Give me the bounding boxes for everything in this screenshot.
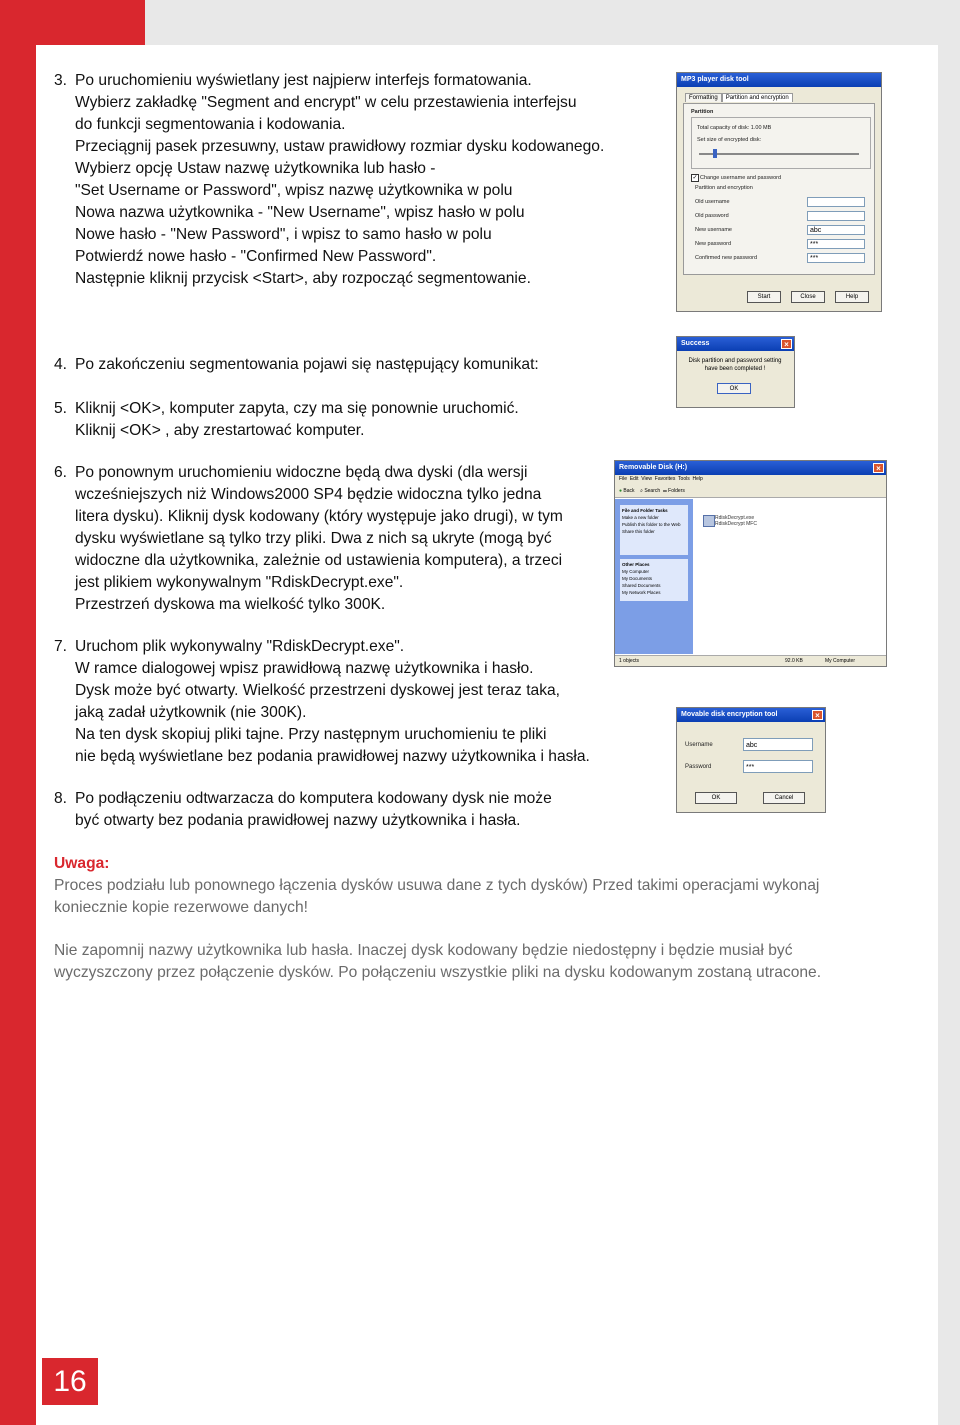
success-message: Disk partition and password setting have been completed !	[688, 358, 782, 372]
task-link[interactable]: Share this folder	[622, 529, 655, 534]
new-username-label: New username	[695, 227, 732, 233]
status-location: My Computer	[825, 658, 856, 664]
folders-button[interactable]: Folders	[668, 488, 685, 494]
disk-tool-screenshot	[676, 72, 882, 312]
step-line: Uruchom plik wykonywalny "RdiskDecrypt.exe".	[75, 638, 405, 655]
step-line: być otwarty bez podania prawidłowej nazwy użytkownika i hasła.	[75, 812, 521, 829]
step-line: Kliknij <OK> , aby zrestartować komputer.	[75, 422, 365, 439]
warning-title: Uwaga:	[54, 855, 110, 872]
folders-icon[interactable]: ▭	[662, 488, 667, 494]
close-icon[interactable]: ×	[812, 710, 823, 720]
step-8	[54, 788, 552, 832]
step-line: Wybierz zakładkę "Segment and encrypt" w celu przestawienia interfejsu	[75, 94, 577, 111]
password-label: Password	[685, 764, 712, 770]
step-line: Wybierz opcję Ustaw nazwę użytkownika lub hasło -	[75, 160, 436, 177]
place-link[interactable]: My Network Places	[622, 590, 661, 595]
group-label: Partition	[691, 109, 714, 115]
close-icon[interactable]: ×	[781, 339, 792, 349]
step-line: jaką zadał użytkownik (nie 300K).	[75, 704, 307, 721]
close-icon[interactable]: ×	[873, 463, 884, 473]
task-heading: File and Folder Tasks	[622, 508, 668, 513]
help-button[interactable]: Help	[835, 291, 869, 303]
start-button[interactable]: Start	[747, 291, 781, 303]
step-line: widoczne dla użytkownika, zależnie od ustawienia komputera), a trzeci	[75, 552, 563, 569]
menu-favorites[interactable]: Favorites	[654, 476, 676, 482]
step-line: Potwierdź nowe hasło - "Confirmed New Password".	[75, 248, 437, 265]
menu-bar	[615, 475, 886, 484]
file-description: RdiskDecrypt MFC	[715, 521, 757, 527]
group2-label: Partition and encryption	[695, 185, 753, 191]
new-username-field[interactable]: abc	[807, 225, 865, 235]
change-credentials-checkbox[interactable]: ✓	[692, 175, 698, 181]
warning-line: wyczyszczony przez połączenie dysków. Po połączeniu wszystkie pliki na dysku kodowanym zostaną utracone.	[54, 964, 822, 981]
capacity-text: Total capacity of disk: 1.00 MB	[697, 125, 772, 131]
menu-edit[interactable]: Edit	[629, 476, 639, 482]
window-title: MP3 player disk tool	[677, 73, 881, 87]
place-link[interactable]: My Documents	[622, 576, 653, 581]
page-number: 16	[42, 1358, 98, 1405]
step-line: Nowa nazwa użytkownika - "New Username", wpisz hasło w polu	[75, 204, 525, 221]
new-password-field[interactable]: ***	[807, 239, 865, 249]
menu-file[interactable]: File	[619, 476, 628, 482]
dialog-title: Success	[681, 340, 710, 347]
close-button[interactable]: Close	[791, 291, 825, 303]
step-number: 6.	[54, 464, 68, 481]
warning-line: Nie zapomnij nazwy użytkownika lub hasła. Inaczej dysk kodowany będzie niedostępny i będzie musiał być	[54, 942, 793, 959]
step-line: Po podłączeniu odtwarzacza do komputera kodowany dysk nie może	[75, 790, 552, 807]
step-line: Po zakończeniu segmentowania pojawi się następujący komunikat:	[75, 356, 539, 373]
step-number: 5.	[54, 400, 68, 417]
place-link[interactable]: My Computer	[622, 569, 650, 574]
checkbox-label: Change username and password	[700, 175, 782, 181]
login-dialog-screenshot	[676, 707, 826, 813]
search-button[interactable]: Search	[644, 488, 661, 494]
set-size-text: Set size of encrypted disk:	[697, 137, 762, 143]
username-label: Username	[685, 742, 713, 748]
toolbar	[615, 484, 886, 498]
step-line: W ramce dialogowej wpisz prawidłową nazwę użytkownika i hasło.	[75, 660, 534, 677]
step-number: 8.	[54, 790, 68, 807]
step-line: "Set Username or Password", wpisz nazwę użytkownika w polu	[75, 182, 513, 199]
menu-tools[interactable]: Tools	[678, 476, 690, 482]
ok-button[interactable]: OK	[695, 792, 737, 804]
old-password-label: Old password	[695, 213, 729, 219]
step-line: Przestrzeń dyskowa ma wielkość tylko 300K.	[75, 596, 386, 613]
step-number: 4.	[54, 356, 68, 373]
status-objects: 1 objects	[619, 658, 640, 664]
step-line: Po ponownym uruchomieniu widoczne będą dwa dyski (dla wersji	[75, 464, 528, 481]
step-5	[54, 398, 519, 442]
menu-help[interactable]: Help	[692, 476, 703, 482]
menu-view[interactable]: View	[641, 476, 652, 482]
new-password-label: New password	[695, 241, 732, 247]
warning-paragraph-2	[54, 940, 821, 984]
explorer-titlebar	[615, 461, 886, 475]
cancel-button[interactable]: Cancel	[763, 792, 805, 804]
success-titlebar	[677, 337, 794, 351]
file-name: RdiskDecrypt.exe	[715, 515, 755, 521]
username-input[interactable]: abc	[743, 738, 813, 751]
status-size: 92.0 KB	[785, 658, 803, 664]
top-red-tab	[0, 0, 145, 45]
slider-handle[interactable]	[713, 149, 717, 158]
step-6	[54, 462, 563, 616]
step-line: Na ten dysk skopiuj pliki tajne. Przy następnym uruchomieniu te pliki	[75, 726, 547, 743]
login-titlebar	[677, 708, 825, 722]
tab-formatting[interactable]: Formatting	[685, 93, 722, 102]
warning-line: koniecznie kopie rezerwowe danych!	[54, 899, 308, 916]
file-tasks-panel	[620, 505, 688, 555]
old-username-field[interactable]	[807, 197, 865, 207]
ok-button[interactable]: OK	[717, 383, 751, 394]
step-line: litera dysku). Kliknij dysk kodowany (który występuje jako drugi), w tym	[75, 508, 563, 525]
warning-line: Proces podziału lub ponownego łączenia dysków usuwa dane z tych dysków) Przed takimi operacjami wykonaj	[54, 877, 820, 894]
step-line: nie będą wyświetlane bez podania prawidłowej nazwy użytkownika i hasła.	[75, 748, 590, 765]
warning-paragraph-1	[54, 875, 819, 919]
task-link[interactable]: Publish this folder to the Web	[622, 522, 681, 527]
window-title: Removable Disk (H:)	[619, 464, 688, 471]
tab-partition[interactable]: Partition and encryption	[722, 93, 793, 102]
window-title: Movable disk encryption tool	[681, 711, 778, 718]
step-line: Dysk może być otwarty. Wielkość przestrzeni dyskowej jest teraz taka,	[75, 682, 560, 699]
step-line: wcześniejszych niż Windows2000 SP4 będzie widoczna tylko jedna	[75, 486, 542, 503]
place-link[interactable]: Shared Documents	[622, 583, 661, 588]
step-number: 7.	[54, 638, 68, 655]
step-line: jest plikiem wykonywalnym "RdiskDecrypt.exe".	[75, 574, 404, 591]
confirm-password-field[interactable]: ***	[807, 253, 865, 263]
size-slider[interactable]	[699, 153, 859, 155]
step-line: dysku wyświetlane są tylko trzy pliki. Dwa z nich są ukryte (mogą być	[75, 530, 552, 547]
success-dialog-screenshot	[676, 336, 795, 408]
step-line: Kliknij <OK>, komputer zapyta, czy ma się ponownie uruchomić.	[75, 400, 519, 417]
confirm-password-label: Confirmed new password	[695, 255, 758, 261]
step-4	[54, 354, 539, 376]
step-line: Po uruchomieniu wyświetlany jest najpierw interfejs formatowania.	[75, 72, 532, 89]
old-password-field[interactable]	[807, 211, 865, 221]
search-icon[interactable]: ⌕	[640, 488, 643, 494]
exe-file[interactable]	[715, 515, 757, 527]
back-button[interactable]: Back	[623, 488, 635, 494]
step-7	[54, 636, 590, 768]
step-3	[54, 70, 604, 290]
old-username-label: Old username	[695, 199, 730, 205]
step-line: Przeciągnij pasek przesuwny, ustaw prawidłowy rozmiar dysku kodowanego.	[75, 138, 605, 155]
left-red-bar	[0, 0, 36, 1425]
status-bar	[615, 655, 886, 666]
task-heading: Other Places	[622, 562, 650, 567]
step-line: Następnie kliknij przycisk <Start>, aby rozpocząć segmentowanie.	[75, 270, 531, 287]
step-line: do funkcji segmentowania i kodowania.	[75, 116, 346, 133]
back-icon[interactable]: ●	[619, 488, 623, 494]
other-places-panel	[620, 559, 688, 601]
explorer-screenshot	[614, 460, 887, 667]
step-line: Nowe hasło - "New Password", i wpisz to samo hasło w polu	[75, 226, 492, 243]
password-input[interactable]: ***	[743, 760, 813, 773]
step-number: 3.	[54, 72, 68, 89]
task-link[interactable]: Make a new folder	[622, 515, 659, 520]
exe-file-icon[interactable]	[703, 515, 715, 527]
